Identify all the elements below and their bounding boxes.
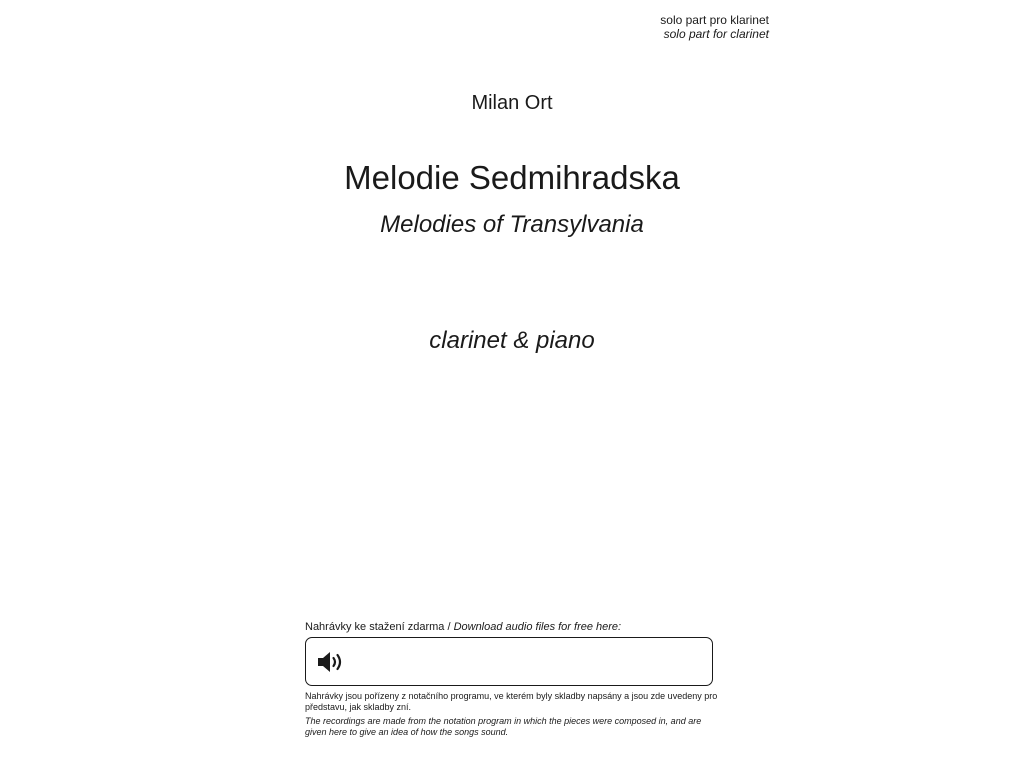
part-note-en: solo part for clarinet — [663, 27, 769, 41]
speaker-icon[interactable] — [316, 650, 346, 674]
download-label-cz: Nahrávky ke stažení zdarma / — [305, 621, 454, 633]
composer-name: Milan Ort — [471, 92, 553, 114]
page-title: Melodie Sedmihradska — [344, 159, 680, 196]
download-label-en: Download audio files for free here: — [453, 621, 622, 633]
recording-note-cz: Nahrávky jsou pořízeny z notačního programu, ve kterém byly skladby napsány a jsou zde uvedeny pro představu, jak skladby zní. — [305, 691, 718, 712]
download-label — [305, 620, 621, 634]
recording-note-en: The recordings are made from the notation program in which the pieces were composed in, and are given here to give an idea of how the songs sound. — [305, 716, 702, 737]
audio-player-box[interactable] — [305, 637, 713, 686]
part-note — [660, 13, 769, 41]
part-note-cz: solo part pro klarinet — [660, 13, 769, 27]
page-subtitle: Melodies of Transylvania — [380, 211, 644, 238]
instrumentation: clarinet & piano — [429, 327, 595, 354]
